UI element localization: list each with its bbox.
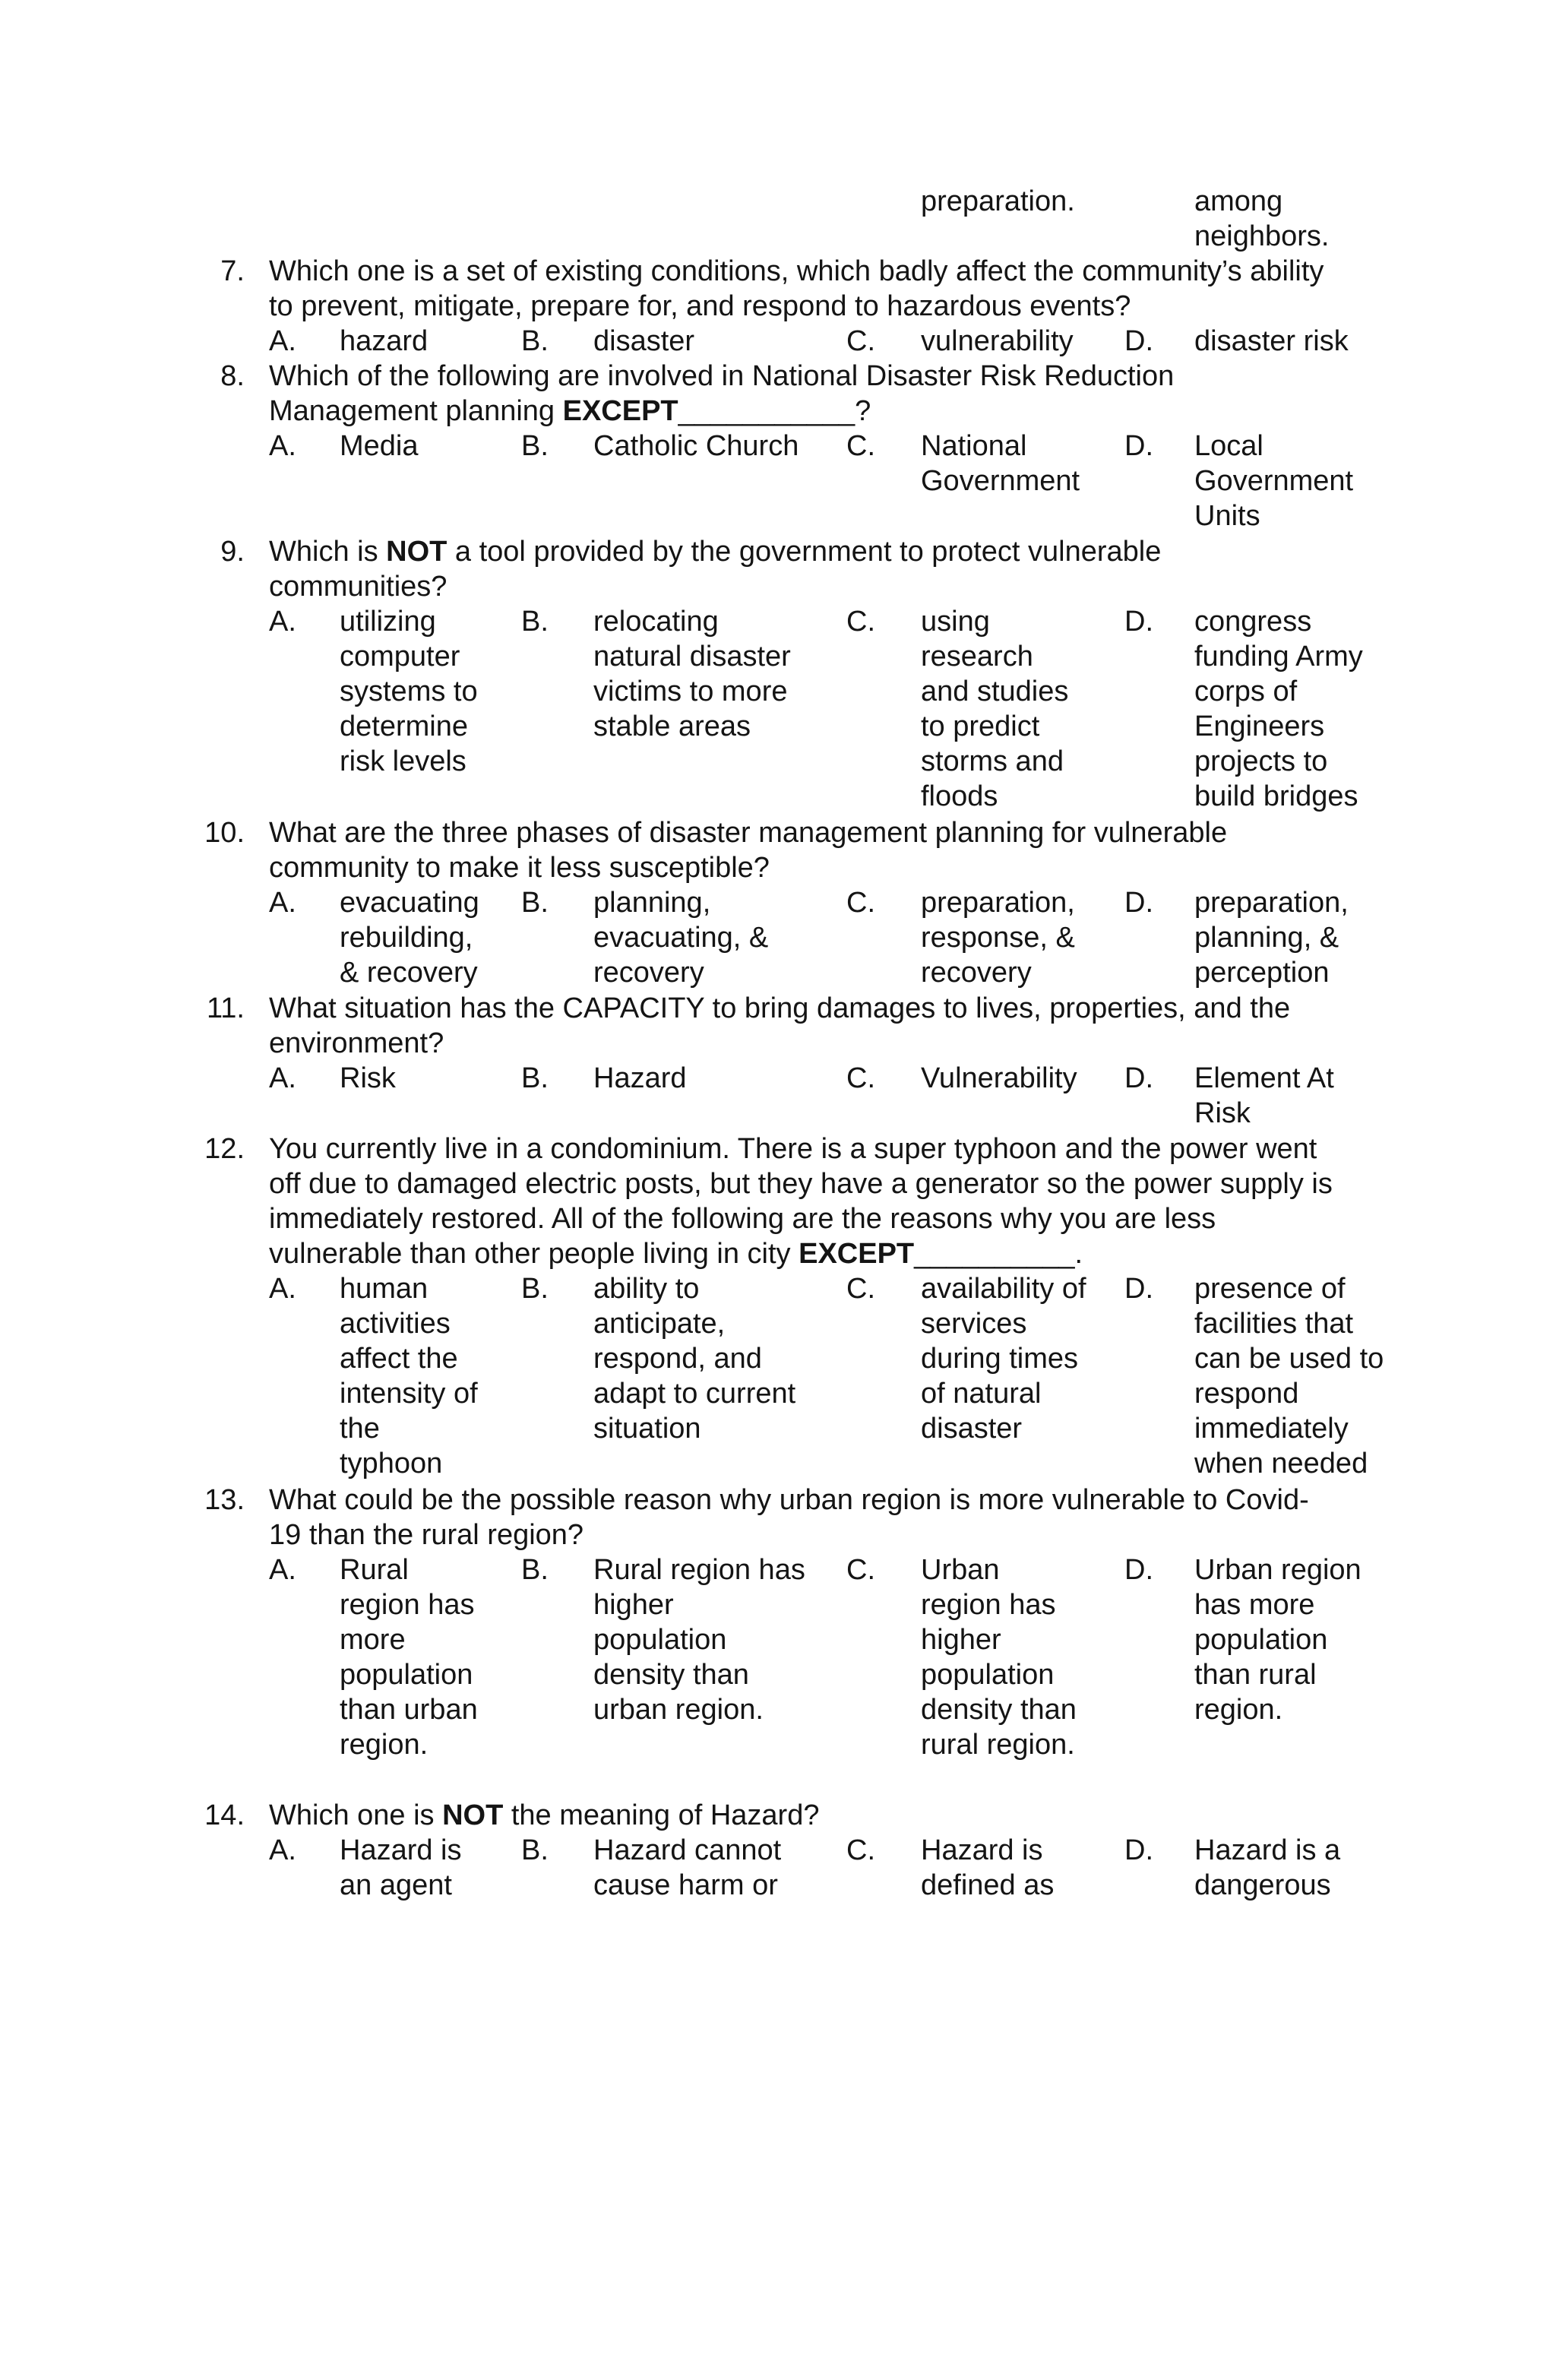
option-text: Urban region has more population than rural region.: [1194, 1554, 1362, 1726]
option-letter: D.: [1124, 1834, 1153, 1866]
option-text: Rural region has more population than urban region.: [340, 1554, 478, 1761]
option-letter: C.: [846, 606, 875, 638]
option-letter: B.: [521, 1062, 549, 1094]
question-text: Which is NOT a tool provided by the government to protect vulnerable: [269, 536, 1162, 568]
option-letter: B.: [521, 1554, 549, 1586]
option-letter: B.: [521, 887, 549, 919]
option-text: presence of facilities that can be used to respond immediately when needed: [1194, 1273, 1384, 1480]
option-letter: B.: [521, 606, 549, 638]
option-letter: C.: [846, 325, 875, 357]
option-text: disaster risk: [1194, 325, 1349, 357]
option-letter: C.: [846, 1554, 875, 1586]
question-number: 7.: [220, 255, 245, 287]
question-text: 19 than the rural region?: [269, 1519, 584, 1551]
option-letter: D.: [1124, 325, 1153, 357]
option-text: National Government: [921, 430, 1080, 497]
option-text: Element At Risk: [1194, 1062, 1334, 1129]
question-text: Which one is a set of existing conditions, which badly affect the community’s ability: [269, 255, 1324, 287]
option-text: human activities affect the intensity of the typhoon: [340, 1273, 478, 1480]
option-letter: D.: [1124, 430, 1153, 462]
option-text: Vulnerability: [921, 1062, 1077, 1094]
option-letter: C.: [846, 1273, 875, 1305]
question-text: What situation has the CAPACITY to bring damages to lives, properties, and the: [269, 992, 1291, 1024]
question-number: 14.: [204, 1799, 245, 1831]
option-text: Hazard is defined as: [921, 1834, 1055, 1901]
option-text: Hazard: [593, 1062, 687, 1094]
option-letter: B.: [521, 430, 549, 462]
option-text: evacuating rebuilding, & recovery: [340, 887, 479, 989]
option-text: hazard: [340, 325, 429, 357]
option-letter: D.: [1124, 606, 1153, 638]
option-text: preparation, response, & recovery: [921, 887, 1075, 989]
question-number: 13.: [204, 1484, 245, 1516]
option-text: planning, evacuating, & recovery: [593, 887, 769, 989]
option-letter: C.: [846, 1834, 875, 1866]
option-letter: D.: [1124, 1554, 1153, 1586]
question-text: environment?: [269, 1027, 444, 1059]
option-letter: A.: [269, 1834, 296, 1866]
option-text: availability of services during times of natural disaster: [921, 1273, 1086, 1445]
option-letter: C.: [846, 1062, 875, 1094]
option-text: Urban region has higher population density than rural region.: [921, 1554, 1077, 1761]
question-text: off due to damaged electric posts, but they have a generator so the power supply is: [269, 1168, 1333, 1200]
question-text: to prevent, mitigate, prepare for, and respond to hazardous events?: [269, 290, 1131, 322]
option-letter: A.: [269, 1273, 296, 1305]
option-text: Rural region has higher population density than urban region.: [593, 1554, 805, 1726]
option-letter: A.: [269, 430, 296, 462]
option-letter: D.: [1124, 1273, 1153, 1305]
option-letter: D.: [1124, 887, 1153, 919]
option-text: Catholic Church: [593, 430, 799, 462]
option-letter: A.: [269, 1554, 296, 1586]
option-letter: D.: [1124, 1062, 1153, 1094]
question-number: 9.: [220, 536, 245, 568]
option-text: Hazard is an agent: [340, 1834, 462, 1901]
option-text: relocating natural disaster victims to more stable areas: [593, 606, 791, 742]
option-text: Local Government Units: [1194, 430, 1354, 532]
option-letter: C.: [846, 887, 875, 919]
option-text: Hazard is a dangerous: [1194, 1834, 1341, 1901]
question-text: community to make it less susceptible?: [269, 852, 770, 884]
question-text: Management planning EXCEPT___________?: [269, 395, 871, 427]
question-number: 12.: [204, 1133, 245, 1165]
option-text: Risk: [340, 1062, 396, 1094]
option-letter: B.: [521, 1834, 549, 1866]
option-letter: B.: [521, 1273, 549, 1305]
question-text: What are the three phases of disaster management planning for vulnerable: [269, 817, 1228, 849]
question-text: Which of the following are involved in National Disaster Risk Reduction: [269, 360, 1175, 392]
question-text: vulnerable than other people living in city EXCEPT__________.: [269, 1238, 1083, 1270]
option-letter: A.: [269, 606, 296, 638]
option-text: congress funding Army corps of Engineers projects to build bridges: [1194, 606, 1363, 812]
option-text: disaster: [593, 325, 695, 357]
option-letter: A.: [269, 887, 296, 919]
question-text: You currently live in a condominium. There is a super typhoon and the power went: [269, 1133, 1317, 1165]
option-text: using research and studies to predict storms and floods: [921, 606, 1069, 812]
option-d-tail: among neighbors.: [1194, 185, 1330, 252]
question-text: communities?: [269, 571, 448, 603]
option-text: vulnerability: [921, 325, 1074, 357]
question-text: Which one is NOT the meaning of Hazard?: [269, 1799, 820, 1831]
question-number: 10.: [204, 817, 245, 849]
option-text: Hazard cannot cause harm or: [593, 1834, 782, 1901]
option-c-tail: preparation.: [921, 185, 1075, 217]
option-letter: A.: [269, 325, 296, 357]
question-text: What could be the possible reason why urban region is more vulnerable to Covid-: [269, 1484, 1309, 1516]
question-number: 11.: [206, 992, 245, 1024]
option-text: preparation, planning, & perception: [1194, 887, 1349, 989]
question-text: immediately restored. All of the following are the reasons why you are less: [269, 1203, 1216, 1235]
option-letter: A.: [269, 1062, 296, 1094]
question-number: 8.: [220, 360, 245, 392]
option-text: utilizing computer systems to determine risk levels: [340, 606, 478, 777]
option-letter: C.: [846, 430, 875, 462]
option-text: Media: [340, 430, 419, 462]
option-letter: B.: [521, 325, 549, 357]
option-text: ability to anticipate, respond, and adapt to current situation: [593, 1273, 796, 1445]
